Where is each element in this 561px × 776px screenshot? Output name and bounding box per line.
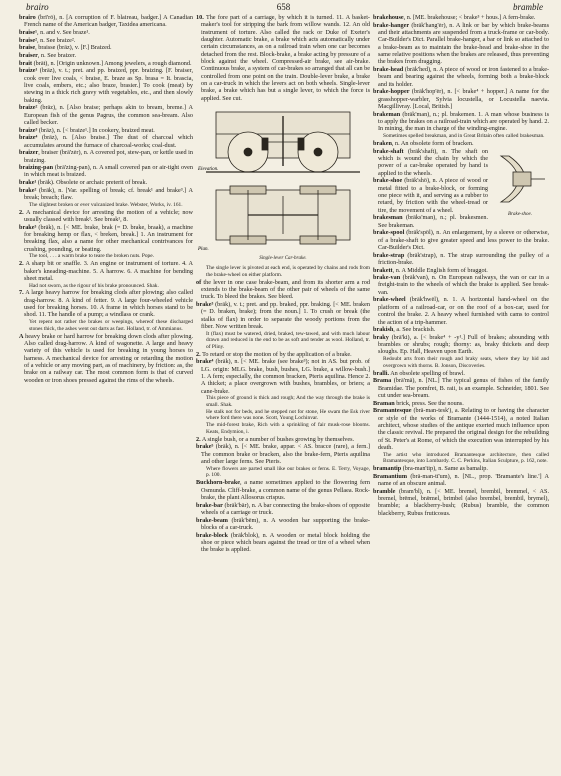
headword: braken (373, 139, 392, 147)
quotation: It (flax) must be watered, dried, braked, tew-tawed, and with much labour drawn and reduced in the end to be as soft and tender as wool. Holland, tr. of Pliny. (206, 330, 370, 350)
entry: brake³ (brāk), v. t.; pret. and pp. braked, ppr. braking. [< ME. braken (= D. braken, brake); from the noun.] 1. To crush or break (the stalks of flax) in order to separate the woody portions from the fiber. Now written break. (196, 300, 370, 330)
entry: brakish, a. See brackish. (373, 326, 436, 334)
quotation: Sometimes spelled breakman, and in Great Britain often called brakesman. (383, 132, 545, 139)
headword: brake-spool (373, 229, 405, 237)
brake-shoe-illustration (491, 150, 549, 216)
entry: braise², n. See braize². (19, 36, 76, 44)
quotation: The slightest broken or ever vulcanized brake. Webster, Works, iv. 161. (29, 201, 183, 208)
entry: Bramantium (brä-man-tī'um), n. [NL., prop. 'Bramante's line.'] A name of an obscure animal. (373, 472, 549, 488)
entry: bramble (bram'bl), n. [< ME. bremel, brembil, bremmel, < AS. bremel, brēmel, brǣmel, brimbel (also brembel, brembil, brymel), bramble; a blackberry-bush; (Rubus) bramble, the common blackberry, Rubus fruticosus. (373, 487, 549, 517)
quotation: Yet repent not rather the brakes or weepings, whereof these discharged stones thick, the ashes went out darts as fast. Holland, tr. of Ammianus. (29, 319, 193, 332)
headword: brairo (19, 14, 36, 21)
entry: braize³ (brāz), n. [< braize¹.] In cookery, braized meat. (19, 126, 155, 134)
headword: braize¹ (19, 67, 38, 75)
headword: Braman (373, 399, 395, 407)
entry: braizer, braiser (brā'zėr), n. A covered pot, stew-pan, or kettle used in braizing. (19, 149, 193, 164)
quotation: Redoubt arts from their rough and braky seats, where they lay hid and overgrown with thorns. B. Jonson, Discoveries. (383, 356, 549, 369)
headword: bramantip (373, 465, 402, 473)
entry: Buckhorn-brake, a name sometimes applied to the flowering fern Osmunda. Cliff-brake, a common name of the genus Pellaea. Rock-brake, the plant Allosorus crispus. (196, 479, 370, 501)
entry: braize² (brāz), n. [Also braise; perhaps akin to bream, breme.] A European fish of the genus Pagrus, the common sea-bream. Also called becker. (19, 104, 193, 126)
entry: brake² (brāk), n. [Var. spelling of break; cf. break¹ and brake³.] A break; breach; flaw. (19, 186, 193, 202)
entry: 2. To retard or stop the motion of by the application of a brake. (196, 350, 352, 358)
entry: 2. A mechanical device for arresting the motion of a vehicle; now usually classed with break¹. See break¹, 8. (19, 208, 193, 223)
headword: Buckhorn-brake (196, 479, 241, 487)
headword: brake¹ (19, 179, 37, 187)
headword: brake⁵ (196, 443, 214, 451)
figure-caption: Single-lever Car-brake. (259, 256, 307, 262)
headword: braize³ (19, 126, 38, 134)
column-2 (196, 14, 370, 770)
figure-caption-brake-shoe: Brake-shoe. (507, 211, 533, 217)
headword: brake-beam (196, 516, 228, 524)
headword: 10. (196, 14, 204, 21)
entry: brake-shoe (brāk'shö), n. A piece of wood or metal fitted to a brake-block, or forming one piece with it, and serving as a rubber to retard, by friction with the wheel-tread or tire, the movement of a wheel. (373, 177, 488, 214)
brake-shoe-diagram (491, 150, 549, 208)
headword: brakish (373, 326, 394, 334)
entry: brairo (brī'rō), n. [A corruption of F. blaireau, badger.] A Canadian French name of the American badger, Taxidea americana. (19, 14, 193, 29)
quotation: Had not sworn, as the rigour of his brake pronounced. Shak. (29, 282, 159, 289)
entry: braize¹ (brāz), v. t.; pret. and pp. braized, ppr. braizing. [F. braiser, cook over live coals, < braise, E. braze as Sp. brasa = It. brascia, live coals, embers, etc.; also braze, brasier.] To cook (meat) by stewing in a thick rich gravy with vegetables, etc., and then slowly baking. (19, 67, 193, 104)
entry: 10. The fore part of a carriage, by which it is turned. 11. A basket-maker's tool for stripping the bark from willow wands. 12. An old instrument of torture. Also called the rack or Duke of Exeter's daughter. Automatic brake, a brake which acts automatically under certain circumstances, as on a railroad train when one car becomes detached from the rest. Block-brake, a brake acting by pressure of a block against the wheel. Compressed-air brake, see air-brake. Continuous brake, a system of car-brakes so arranged that all can be controlled from one point on the train. Double-lever brake, a brake on a car-truck in which the levers act on both wheels. Single-lever brake, a brake which has but a single lever, to which the force is applied. See cut. (196, 14, 370, 102)
entry: braiser, n. See braizer. (19, 51, 77, 59)
quotation: The single lever is pivoted at each end, is operated by chains and rods from the brake-wheel on either platform. (206, 265, 370, 278)
brake-illustration (196, 104, 370, 262)
entry: brake-hopper (brāk'hop'ėr), n. [< brake⁴ + hopper.] A name for the grasshopper-warbler, Sylvia locustella, or Locustella naevia. Macgillivray. [Local, British.] (373, 88, 549, 111)
headword: brakeman (373, 110, 401, 118)
entry: 2. A sharp bit or snaffle. 3. An engine or instrument of torture. 4. A baker's kneading-machine. 5. A harrow. 6. A machine for bending sheet metal. (19, 260, 193, 282)
headword: 2. (196, 435, 201, 443)
headword: 2. (19, 260, 24, 268)
entry: brake⁴ (brāk), n. [< ME. brake (see brake³); not in AS. but prob. of LG. origin: MLG. brake, bush, bushes, LG. brake, a willow-bush.] 1. A fern; especially, the common bracken, Pteris aquilina. Hence 2. A thicket; a place overgrown with bushes, brambles, or briers; a cane-brake. (196, 358, 370, 395)
page-number: 658 (276, 2, 291, 12)
quotation: Where flowers are parted small like our brakes or ferns. E. Terry, Voyage, p. 100. (206, 465, 370, 479)
entry: 7. A large heavy harrow for breaking clods after plowing; also called drag-harrow. 8. A kind of fetter. 9. A large four-wheeled vehicle used for breaking horses. 10. A frame in which horses stand to be shod. 11. The handle of a pump; a windlass or crank. (19, 289, 193, 319)
headword: brake³ (19, 223, 37, 231)
headword: braise¹ (19, 28, 38, 36)
headword: brakett (373, 266, 393, 274)
headword: braky (373, 333, 389, 341)
entry: brake-hanger (brāk'hang'ėr), n. A link or bar by which brake-beams and their attachments are suspended from a truck-frame or car-body. Car-Builder's Dict. Parallel brake-hanger, a bar or link so attached to a brake-beam as to maintain the brake-head and brake-shoe in the same relative positions when the brakes are released, thus preventing the brakes from dragging. (373, 21, 549, 66)
headword: brake-hopper (373, 88, 410, 96)
headword: Bramantium (373, 472, 408, 480)
quotation: The mid-forest brake, Rich with a sprinkling of fair musk-rose blooms. Keats, Endymion, i. (206, 422, 370, 435)
entry: brake-spool (brāk'spöl), n. An enlargement, by a sleeve or otherwise, of a brake-shaft to give greater speed and less power to the brake. Car-Builder's Dict. (373, 229, 549, 251)
headword: 2. (19, 208, 24, 216)
column-1 (19, 14, 193, 770)
headword: brake⁴ (196, 358, 214, 366)
entry: braken, n. An obsolete form of bracken. (373, 139, 474, 147)
headword: braise (19, 44, 36, 52)
entry: brake-beam (brāk'bēm), n. A wooden bar supporting the brake-blocks of a car-truck. (196, 516, 370, 531)
figure-caption-elevation: Elevation. (198, 167, 219, 173)
entry: brake⁵ (brāk), n. [< ME. brake, appar. < AS. bracce (rare), a fern.] The common brake or bracken, also the brake-fern, Pteris aquilina and other large ferns. See Pteris. (196, 443, 370, 466)
entry: braizing-pan (brā'zing-pan), n. A small covered pan or air-tight oven in which meat is braized. (19, 164, 193, 179)
header-left-guideword: brairo (26, 2, 49, 12)
entry: brakeman (brāk'man), n.; pl. brakemen. 1. A man whose business is to apply the brakes on a railroad-train which are operated by hand. 2. In mining, the man in charge of the winding-engine. (373, 110, 549, 133)
headword: brake-shaft (373, 147, 404, 155)
entry: A heavy brake or hard harrow for breaking down clods after plowing. Also called drag-harrow. A kind of wagonette. A large and heavy variety of this vehicle is used for breaking in young horses to harness. A mechanical device for arresting or retarding the motion of a vehicle or any moving part, as of machinery, by friction: as, the brake on a railway car. The most common form is that of curved wooden or iron shoes pressed against the rims of the wheels. (19, 332, 193, 384)
headword: Bramantesque (373, 407, 412, 415)
entry: brake-strap (brāk'strap), n. The strap surrounding the pulley of a friction-brake. (373, 251, 549, 266)
headword: 2. (196, 350, 201, 358)
headword: braize⁴ (19, 134, 38, 142)
quotation: He stalk not for beds, and he stepped not for stone, He swam the Esk river where ford there was none. Scott, Young Lochinvar. (206, 408, 370, 422)
headword: bramble (373, 487, 396, 495)
headword: brakesman (373, 214, 403, 222)
quotation: The tool, . . . a warm brake to teare the broken nuts. Pope. (29, 253, 154, 260)
entry: braize⁴ (brāz), n. [Also braise.] The dust of charcoal which accumulates around the furnace of charcoal-works; coal-dust. (19, 134, 193, 149)
headword: brake-strap (373, 251, 405, 259)
headword: brake³ (196, 300, 214, 308)
entry: braise¹, n. and v. See braze¹. (19, 28, 90, 36)
headword: brake-wheel (373, 296, 406, 304)
headword: of (196, 278, 202, 286)
entry: brake-wheel (brāk'hwēl), n. 1. A horizontal hand-wheel on the platform of a railroad-car, or on the roof of a box-car, used for control the brake. 2. A heavy wheel furnished with cams to control the action of a trip-hammer. (373, 296, 549, 326)
headword: brakehouse (373, 14, 404, 21)
entry: brait (brāt), n. [Origin unknown.] Among jewelers, a rough diamond. (19, 59, 192, 67)
entry: Bramantesque (brä-man-tesk'), a. Relating to or having the character or style of the works of Bramante (1444-1514), a noted Italian architect, whose studies of the antique exerted much influence upon the classic revival. He prepared the original design for the rebuilding of St. Peter's at Rome, of which the execution was interrupted by his death. (373, 407, 549, 451)
headword: A (19, 332, 24, 340)
headword: 7. (19, 289, 24, 297)
entry: Braman brick, press. See the nouns. (373, 399, 464, 407)
entry: Brama (brā'mä), n. [NL.] The typical genus of fishes of the family Bramidae. The pomfret, B. raii, is an example. Schneider, 1801. See cut under sea-bream. (373, 377, 549, 399)
headword: brake-shoe (373, 177, 403, 185)
entry: brake¹ (brāk). Obsolete or archaic preterit of break. (19, 179, 148, 187)
entry: 2. A single bush, or a number of bushes growing by themselves. (196, 435, 355, 443)
entry: braky (brā'ki), a. [< brake⁴ + -y¹.] Full of brakes; abounding with brambles or shrubs; rough; thorny: as, braky thickets and deep sloughs. Ep. Hall, Heaven upon Earth. (373, 333, 549, 356)
header-right-guideword: bramble (513, 2, 543, 12)
entry: brake-van (brāk'van), n. On European railways, the van or car in a freight-train to the wheels of which the brake is applied. See break-van. (373, 274, 549, 296)
quotation: The artist who introduced Bramantesque architecture, then called Bramantesque, into Lombardy. C. C. Perkins, Italian Sculpture, p. 162, note. (383, 451, 549, 465)
entry: of the lever in one case brake-beam, and from its shorter arm a rod extends to the brake-beam of the other pair of wheels of the same truck. To bleed the brakes. See bleed. (196, 278, 370, 301)
headword: bralli. (373, 369, 389, 377)
entry: bramantip (bra-man'tip), n. Same as bamalip. (373, 465, 488, 473)
headword: brake-van (373, 274, 401, 282)
entry: brake-block (brāk'blok), n. A wooden or metal block holding the shoe or piece which bears against the tread or tire of a wheel when the brake is applied. (196, 531, 370, 554)
headword: braise² (19, 36, 38, 44)
column-3 (373, 14, 549, 770)
entry: brake³ (brāk), n. [< ME. brake, brak (= D. brake, braak), a machine for breaking hemp or flax, < breken, break.] 1. An instrument for breaking flax, also a name for other mechanical contrivances for crushing, pounding, or beating. (19, 223, 193, 253)
entry: brake-shaft (brāk'shaft), n. The shaft on which is wound the chain by which the power of a car-brake operated by hand is applied to the wheels. (373, 147, 488, 177)
entry: brake-bar (brāk'bär), n. A bar connecting the brake-shoes of opposite wheels of a carriage or truck. (196, 501, 370, 516)
entry: bralli. An obsolete spelling of brawl. (373, 369, 465, 377)
entry: brakesman (brāks'man), n.; pl. brakesmen. See brakeman. (373, 214, 488, 229)
car-brake-diagram (196, 104, 370, 254)
entry: brakehouse, n. [ME. brakehouse; < brake³ + hous.] A fern-brake. (373, 14, 536, 21)
headword: braize² (19, 104, 38, 112)
headword: brait (19, 59, 33, 67)
headword: brake-block (196, 531, 228, 539)
headword: braizing-pan (19, 164, 54, 172)
quotation: This piece of ground is thick and rough; And the way through the brake is small. Shak. (206, 395, 370, 408)
entry: braise, braisse (brāz), v. [F.] Braized. (19, 44, 112, 52)
headword: braizer (19, 149, 39, 157)
headword: brake-hanger (373, 21, 410, 29)
entry: brake-head (brāk'hed), n. A piece of wood or iron fastened to a brake-beam and bearing against the wheels, forming both a brake-block and its holder. (373, 66, 549, 88)
entry: brakett, n. A Middle English form of braggot. (373, 266, 488, 274)
figure-caption-plan: Plan. (198, 247, 209, 253)
headword: Brama (373, 377, 392, 385)
headword: brake-bar (196, 501, 223, 509)
headword: brake² (19, 186, 37, 194)
headword: braiser (19, 51, 38, 59)
headword: brake-head (373, 66, 404, 73)
